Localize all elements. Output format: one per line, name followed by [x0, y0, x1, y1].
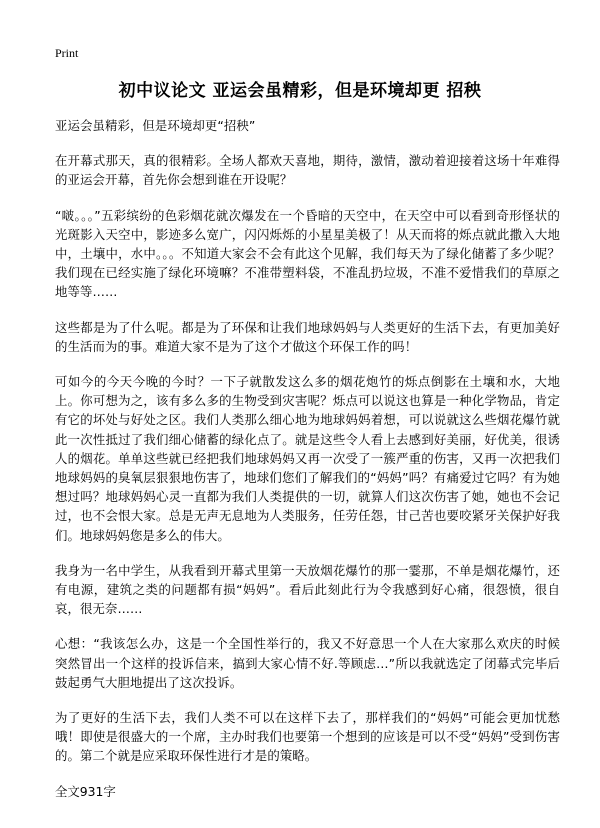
paragraph: 心想：“我该怎么办，这是一个全国性举行的，我又不好意思一个人在大家那么欢庆的时候突然冒出一个这样的投诉信来，搞到大家心情不好.等顾虑…”所以我就选定了闭幕式完毕后鼓起勇气大胆地提出了这次投诉。	[55, 636, 560, 690]
paragraph: 为了更好的生活下去，我们人类不可以在这样下去了，那样我们的“妈妈”可能会更加忧愁哦！即使是很盛大的一个席，主办时我们也要第一个想到的应该是可以不受“妈妈”受到伤害的。第二个就是应采取环保性进行才是的策略。	[55, 710, 560, 764]
word-count: 全文931字	[55, 783, 116, 799]
article-body	[55, 116, 560, 801]
print-link[interactable]: Print	[55, 46, 79, 60]
paragraph: 在开幕式那天，真的很精彩。全场人都欢天喜地，期待，激情，激动着迎接着这场十年难得的亚运会开幕，首先你会想到谁在开设呢？	[55, 153, 560, 188]
paragraph: 这些都是为了什么呢。都是为了环保和让我们地球妈妈与人类更好的生活下去，有更加美好的生活而为的事。难道大家不是为了这个才做这个环保工作的吗！	[55, 319, 560, 354]
paragraph: 可如今的今天今晚的今时？一下子就散发这么多的烟花炮竹的烁点倒影在土壤和水，大地上。你可想为之，该有多么多的生物受到灾害呢？烁点可以说这也算是一种化学物品，肯定有它的坏处与好处之区。我们人类那么细心地为地球妈妈着想，可以说就这么些烟花爆竹就此一次性抵过了我们细心储蓄的绿化点了。就是这些令人看上去感到好美丽，好优美，很诱人的烟花。单单这些就已经把我们地球妈妈又再一次受了一簇严重的伤害，又再一次把我们地球妈妈的臭氧层狠狠地伤害了，地球们您们了解我们的“妈妈”吗？有痛爱过它吗？有为她想过吗？地球妈妈心灵一直都为我们人类提供的一切，就算人们这次伤害了她，她也不会记过，也不会恨大家。总是无声无息地为人类服务，任劳任怨，甘己苦也要咬紧牙关保护好我们。地球妈妈您是多么的伟大。	[55, 374, 560, 543]
paragraph: 我身为一名中学生，从我看到开幕式里第一天放烟花爆竹的那一霎那，不单是烟花爆竹，还有电源，建筑之类的问题都有损“妈妈”。看后此刻此行为令我感到好心痛，很怨愤，很自哀，很无奈……	[55, 562, 560, 617]
page-title: 初中议论文 亚运会虽精彩，但是环境却更 招秧	[118, 81, 482, 101]
article-subtitle: 亚运会虽精彩，但是环境却更“招秧”	[55, 118, 256, 133]
paragraph: “啵。。。”五彩缤纷的色彩烟花就次爆发在一个昏暗的天空中，在天空中可以看到奇形怪状的光斑影入天空中，影迹多么宽广，闪闪烁烁的小星星美极了！从天而将的烁点就此撒入大地中，土壤中，水中。。。不知道大家会不会有此这个见解，我们每天为了绿化储蓄了多少呢？我们现在已经实施了绿化环境嘛？不准带塑料袋，不准乱扔垃圾，不准不爱惜我们的草原之地等等……	[55, 207, 560, 300]
